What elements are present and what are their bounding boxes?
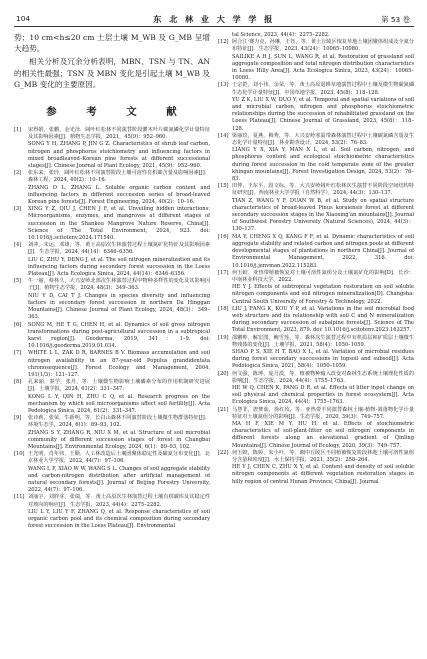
reference-number: [2]: [14, 170, 22, 177]
reference-number: [13]: [218, 82, 229, 89]
reference-text: WANG L F, XIAO W W, WANG S L. Changes of soil aggregate stability and carbon-nitrogen distribution after artificial management of natural secondary forests[J]. Journal of Beijing Forestry University, 2022, 44(7)：97–106.: [28, 465, 210, 494]
right-column: [218, 32, 414, 650]
reference-text: HE W Q, CHEN K, PANG D R, et al. Effects of litter input change on soil physical and chemical properties in forest ecosystem[J]. Acta Ecologica Sinica, 2024, 44(4)：1755–1763.: [232, 384, 414, 406]
reference-text: 马慧非，唐梦茹，徐红玫，等．亚热带不同演替森林土壤-植物-凋落物化学计量特征对土壤氮组分的影响[J]．生态学报，2020, 39(3)：749–757.: [232, 406, 414, 420]
reference-number: [16]: [218, 233, 229, 240]
reference-text: LIU L Y, LIU Y F, ZHANG Q, et al. Response characteristics of soil organic carbon pool and its chemical composition during secondary forest succession in the Loess Plateau[J]. Environmental: [28, 508, 210, 530]
reference-number: [22]: [218, 449, 229, 456]
reference-item: [218, 335, 414, 349]
reference-text: HE Y J, CHEN C, ZHU X Y, et al. Content and density of soil soluble nitrogen components at different vegetation restoration stages in hilly region of central Hunan Province, China[J]. Journal: [232, 464, 414, 485]
reference-number: [15]: [218, 183, 229, 190]
reference-text: KONG L Y, QIN H, ZHU C Q, et al. Research progress on the mechanism by which soil microorganisms affect soil fertility[J]. Acta Pedologica Sinica, 2024, 61(2)：331–347.: [28, 393, 210, 414]
reference-item: [14, 350, 210, 379]
reference-item: [218, 450, 414, 464]
reference-item: [14, 451, 210, 465]
reference-number: [4]: [14, 242, 22, 249]
reference-item: [218, 198, 414, 234]
page-header: [14, 14, 414, 26]
reference-list-right: [218, 32, 414, 486]
reference-item: [14, 379, 210, 393]
reference-text: 宋得娟，张鹏，金光泽．阔叶红松林不同演替阶段灌木叶片碳氮磷化学计量特征及其影响因素[J]．植物生态学报，2021，45(9)：952–960.: [28, 127, 210, 141]
reference-item: [218, 54, 414, 83]
reference-item: [14, 278, 210, 292]
reference-item: [218, 183, 414, 197]
reference-item: [218, 385, 414, 407]
reference-item: [218, 306, 414, 335]
reference-text: MA Y, CHENG X Q, KANG F F, et al. Dynamic characteristics of soil aggregate stability and related carbon and nitrogen pools at different developmental stages of plantations in northern China[J]. Journal of Environmental Management, 2022, 316. doi: 10.1016/j.jenvman.2022.115283.: [232, 233, 414, 269]
reference-text: 王光明，肖年伟，王顺．人工林改造后土壤团聚体稳定性及碳氮分布变化[J]．北京林业大学学报，2022, 44(7)：97–106.: [28, 451, 210, 465]
reference-text: 张诗莉，张荣，牛新明，等．长白山森林不同演替阶段土壤微生物群落特征[J]．环境生态学，2024, 6(1)：89–93, 102.: [28, 415, 210, 429]
reference-item: [218, 284, 414, 306]
reference-text: SAILIKE A H J, SUN L, WANG R, et al. Restoration of grassland soil aggregate composition and total nitrogen distribution characteristics in Loess Hilly Area[J]. Acta Ecologica Sinica, 2023, 43(24)：10065–10080.: [232, 53, 414, 82]
reference-text: 阿合江·赛力克，孙琳，王钰，等．黄土丘陵区恢复草地土壤团聚体组成及全氮分布特征[J]．生态学报，2023, 43(24)：10065–10080.: [232, 39, 414, 53]
reference-text: 张东来，张玲．阔叶红松林不同演替阶段土壤可溶性有机碳含量及影响因素[J]．森林工程，2024, 40(2)：10–16.: [28, 170, 210, 184]
reference-item: [218, 407, 414, 421]
reference-number: [21]: [218, 406, 229, 413]
reference-item: [14, 141, 210, 170]
left-column: [14, 32, 210, 650]
reference-number: [20]: [218, 370, 229, 377]
reference-text: 邵鹏帅，解宏图，鲍雪莲，等．森林次生演替过程中有机质层和矿质层土壤微生物残体的变化[J]．土壤学报，2021, 58(4)：1050–1059.: [232, 334, 414, 348]
reference-text: 刘冲，朱运，邓雄，等．黄土高原次生林演替过程土壤氮矿化特征及其影响因素[J]．生态学报，2024, 44(14)：6346–6356.: [28, 242, 210, 256]
reference-number: [1]: [14, 127, 22, 134]
reference-number: [19]: [218, 334, 229, 341]
body-paragraph: 相关分析及冗余分析表明，MBN、TSN 与 TN、AN 的相关性最强；TSN 及 MBN 变化是引起土壤 M_WB 及 G_MB 变化的主要原因。: [14, 57, 210, 89]
reference-number: [12]: [218, 39, 229, 46]
reference-number: [3]: [14, 206, 22, 213]
reference-item: [14, 494, 210, 508]
reference-item: [14, 430, 210, 452]
reference-text: SONG Y H, ZHANG P, JIN G Z. Characteristics of shrub leaf carbon, nitrogen and phosphorus stoichiometry and influencing factors in mixed broadleaved–Korean pine forests at different successional stages[J]. Chinese Journal of Plant Ecology, 2021, 45(9)：952–960.: [28, 141, 210, 170]
page-number: 104: [16, 14, 31, 23]
reference-text: SHAO P S, XIE H T, BAO X L, et al. Variation of microbial residues during forest secondary successions in topsoil and subsoil[J]. Acta Pedologica Sinica, 2021, 58(4)：1050–1059.: [232, 348, 414, 370]
reference-item: [218, 421, 414, 450]
header-rule: [14, 26, 414, 27]
reference-item: [14, 322, 210, 351]
reference-number: [8]: [14, 379, 22, 386]
reference-item: [14, 293, 210, 322]
reference-item: [218, 97, 414, 133]
reference-text: 梁丽玖，夏燕，梅秀，等．大兴安岭寒温带森林演替过程中土壤碳氮磷含量及生态化学计量特征[J]．林业勘查设计，2024, 53(2)：76–83.: [232, 132, 414, 147]
reference-number: [18]: [218, 305, 229, 312]
reference-text: WHITE L L, ZAK D R, BARNES B V. Biomass accumulation and soil nitrogen availability in an 87-year-old Populus grandidentata chronosequence[J]. Forest Ecology and Management, 2004, 191(1/3)：121–127.: [28, 350, 210, 378]
reference-item: [218, 371, 414, 385]
reference-item: [218, 464, 414, 486]
reference-number: [17]: [218, 269, 229, 276]
reference-text: SONG M, HE T G, CHEN H, et al. Dynamics of soil gross nitrogen transformations during post-agricultural succession in a subtropical karst region[J]. Geoderma, 2019, 341：1–9. doi: 10.1016/j.geoderma.2019.01.034.: [28, 321, 210, 350]
reference-number: [6]: [14, 321, 22, 328]
reference-item: [14, 257, 210, 279]
reference-number: [5]: [14, 278, 22, 285]
body-paragraph: 势；10 cm<h≤20 cm 土层土壤 M_WB 及 G_MB 呈增大趋势。: [14, 33, 210, 54]
reference-item: [14, 170, 210, 184]
reference-item: [218, 39, 414, 53]
reference-list-left: [14, 127, 210, 530]
reference-text: XING Y Z, QIU J, CHEN J F, et al. Unveiling hidden interactions: Microorganisms, enzymes, and mangroves at different stages of succession in the Shankou Mangrove Nature Reserve, China[J]. Science of The Total Environment, 2024, 923. doi: 10.1016/j.scitotenv.2024.171540.: [28, 206, 210, 242]
reference-item: [14, 185, 210, 207]
reference-item: [218, 133, 414, 147]
reference-item: [14, 415, 210, 429]
reference-item: [14, 466, 210, 495]
reference-item: [218, 349, 414, 371]
reference-text: LIU J, FANG K, KOU Y P, et al. Variations in the soil microbial food web structure and its relationship with soil C and N mineralization during secondary succession of subalpine forests[J]. Science of The Total Environment, 2023, 879. doi: 10.1016/j.scitotenv.2023.163257.: [232, 305, 414, 334]
reference-number: [9]: [14, 415, 22, 422]
reference-text: 何玉蛟，陈婷，朱小叶，等．湘中丘陵区不同植被恢复阶段林地土壤可溶性氮组分含量和密度[J]．水土保持学报，2021, 35(2)：258–264.: [232, 449, 414, 463]
reference-item: [14, 127, 210, 141]
reference-text: ZHANG D L, ZHANG L. Soluble organic carbon content and influencing factors in different succession series of broad-leaved Korean pine forests[J]. Forest Engineering, 2024, 40(2)：10–16.: [28, 184, 210, 206]
reference-text: 何玉蛟．亚热带植被恢复对土壤可溶性氮组分及土壤氮矿化的影响[D]．长沙：中南林业科技大学，2022.: [232, 269, 414, 283]
reference-item: [218, 234, 414, 270]
journal-title: 东 北 林 业 大 学 学 报: [153, 14, 275, 24]
reference-item: [14, 206, 210, 242]
reference-item: [14, 242, 210, 256]
reference-text: 刘丽宇，刘胖芽，张瑞，等．黄土高原次生林演替过程土壤有机碳库及其稳定性对坡向的响应[J]．生态学报，2023, 44(4)：2275–2282.: [28, 494, 210, 508]
reference-text: tal Science, 2023, 44(4)：2275–2282.: [232, 32, 330, 38]
volume-label: 第 53 卷: [381, 15, 410, 24]
reference-text: 牛一丽，蔡林久，大兴安岭北部次生林演替过程中物种多样性的变化及其影响因子[J]．植物生态学报，2024, 48(3)：349–363.: [28, 278, 210, 292]
reference-number: [7]: [14, 350, 22, 357]
reference-text: TIAN Z, WANG Y F, DUAN W B, et al. Study on spatial structure characteristics of broad-leaved Pinus koraiensis forest at different secondary succession stages in the Xiaoxing'an mountains[J]. Journal of Southwest Forestry University (Natural Sciences), 2024, 44(3)：130–137.: [232, 197, 414, 233]
reference-text: LIANG Y X, XIA Y, MAN X L, et al. Soil carbon, nitrogen, and phosphorus content and ecological stoichiometric characteristics during forest succession in the cold temperate zone of the greater khingan mountains[J]. Forest Investigation Design, 2024, 53(2)：76–83.: [232, 147, 414, 183]
reference-item: [14, 394, 210, 416]
reference-text: 于宗铠，刘小伟，余荣，等．黄土高原退耕草地演替过程中土壤及微生物碳氮磷生态化学计量特征[J]．中国草地学报，2023, 45(8)：118–128.: [232, 82, 414, 96]
reference-text: LIU C, ZHU Y, DENG J, et al. The soil nitrogen mineralization and its influencing factors during secondary forest succession in the Loess Plateau[J]. Acta Ecologica Sinica, 2024, 44(14)：6346–6356.: [28, 256, 210, 278]
reference-number: [11]: [14, 494, 25, 501]
reference-number: [10]: [14, 451, 25, 458]
reference-item: [218, 147, 414, 183]
reference-text: MA H F, XIE M Y, HU H, et al. Effects of stoichiometric characteristics of soil-plant-litter on soil nitrogen components in different forests along an elevational gradient of Qinling Mountains[J]. Chinese Journal of Ecology, 2020, 39(3)：749–757.: [232, 420, 414, 449]
reference-text: 孔来丽，秦学，张丹，等．土壤微生物影响土壤磷素分布的作用机制研究进展[J]．土壤学报，2024, 61(2)：331–347.: [28, 379, 210, 393]
reference-item: [218, 270, 414, 284]
reference-text: NIU Y D, CAI T J. Changes in species diversity and influencing factors in secondary forest succession in northern Da Hinggan Mountains[J]. Chinese Journal of Plant Ecology, 2024, 48(3)：349–363.: [28, 292, 210, 321]
reference-text: YU Z K, LIU X W, DUO Y, et al. Temporal and spatial variations of soil and microbial carbon, nitrogen and phosphorus stoichiometric relationships during the succession of rehabilitated grassland on the Loess Plateau[J]. Chinese Journal of Grassland, 2023, 45(8)：118–128.: [232, 96, 414, 132]
reference-text: ZHANG S Y, ZHANG R, NIU X M, et al. Structure of soil microbial community of different succession stages of forest in Changbai Mountains[J]. Environmental Ecology, 2024, 6(1)：89–93, 102.: [28, 429, 210, 450]
reference-text: HE Y J. Effects of subtropical vegetation restoration on soil soluble nitrogen components and soil nitrogen mineralization[D]. Changsha: Central South University of Forestry & Technology, 2022.: [232, 284, 414, 305]
reference-item: [14, 509, 210, 531]
references-title: 参 考 文 献: [46, 106, 190, 119]
reference-text: 何文强，陈坤，庞月漠，等．植被物种输入改变对森林生态系统土壤理化性质的影响[J]．生态学报，2024, 44(4)：1755–1763.: [232, 370, 414, 384]
reference-text: 田仲，王东平，段文标，等．大兴安岭阔叶红松林次生演替不同阶段空间结构特征研究[J]．西南林业大学学报（自然科学），2024, 44(3)：130–137.: [232, 183, 414, 197]
reference-item: [218, 82, 414, 96]
reference-number: [14]: [218, 132, 229, 139]
